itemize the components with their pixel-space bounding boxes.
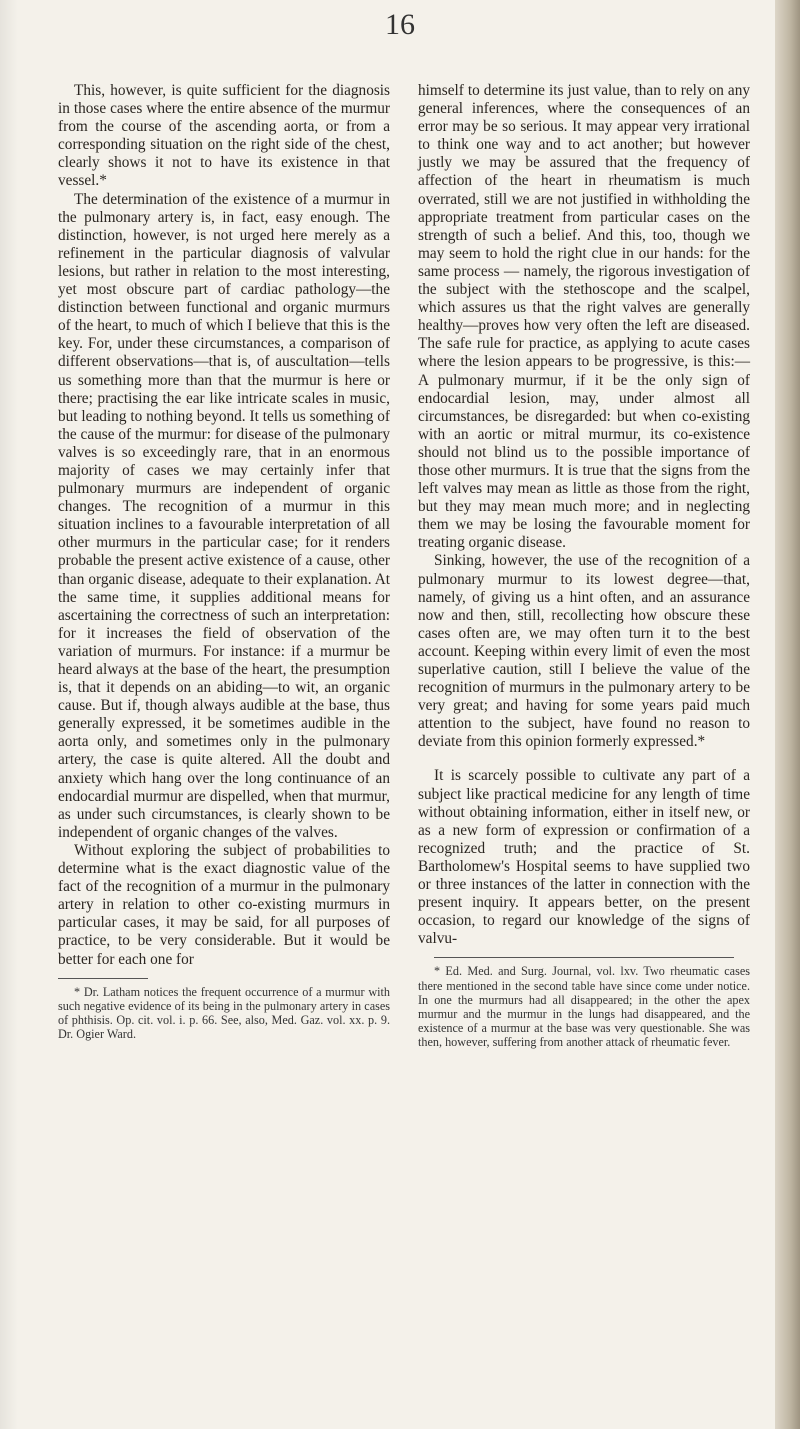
paragraph: It is scarcely possible to cultivate any part of a subject like practical medicine for any length of time without obtaining information, either in itself new, or as a new form of expression or confirmation of a recognized truth; and the practice of St. Bartholomew's Hospital seems to have supplied two or three instances of the latter in connection with the present inquiry. It appears better, on the present occasion, to regard our knowledge of the signs of valvu- [418, 767, 750, 948]
paragraph: himself to determine its just value, than to rely on any general inferences, where the consequences of an error may be so serious. It may appear very irrational to think one way and to act another; but however justly we may be assured that the frequency of affection of the heart in rheumatism is much overrated, still we are not justified in withholding the appropriate treatment from particular cases on the strength of such a belief. And this, too, though we may seem to hold the right clue in our hands: for the same process — namely, the rigorous investigation of the subject with the stethoscope and the scalpel, which assures us that the right valves are generally healthy—proves how very often the left are diseased. The safe rule for practice, as applying to acute cases where the lesion appears to be progressive, is this:—A pulmonary murmur, if it be the only sign of endocardial lesion, may, under almost all circumstances, be disregarded: but when co-existing with an aortic or mitral murmur, its co-existence should not blind us to the possible importance of those other murmurs. It is true that the signs from the left valves may mean as little as those from the right, but they may mean much more; and in neglecting them we may be losing the favourable moment for treating organic disease. [418, 82, 750, 552]
left-column [58, 82, 390, 1041]
footnote: * Ed. Med. and Surg. Journal, vol. lxv. Two rheumatic cases there mentioned in the second table have since come under notice. In one the murmurs had all disappeared; in the other the apex murmur and the murmur in the lungs had disappeared, and the existence of a murmur at the base was very questionable. She was then, however, suffering from another attack of rheumatic fever. [418, 964, 750, 1050]
footnote: * Dr. Latham notices the frequent occurrence of a murmur with such negative evidence of its being in the pulmonary artery in cases of phthisis. Op. cit. vol. i. p. 66. See, also, Med. Gaz. vol. xx. p. 9. Dr. Ogier Ward. [58, 984, 390, 1042]
paragraph: Sinking, however, the use of the recognition of a pulmonary murmur to its lowest degree—that, namely, of giving us a hint often, and an assurance now and then, still, recollecting how obscure these cases often are, we may often turn it to the best account. Keeping within every limit of even the most superlative caution, still I believe the value of the recognition of murmurs in the pulmonary artery to be very great; and having for some years paid much attention to the subject, have found no reason to deviate from this opinion formerly expressed.* [418, 552, 750, 751]
right-column [418, 82, 750, 1050]
page-gutter-shadow [0, 0, 18, 1429]
footnote-rule [58, 978, 148, 979]
facing-page-edge [775, 0, 800, 1429]
paragraph: This, however, is quite sufficient for the diagnosis in those cases where the entire absence of the murmur from the course of the ascending aorta, or from a corresponding situation on the right side of the chest, clearly shows it not to have its existence in that vessel.* [58, 82, 390, 190]
paragraph: Without exploring the subject of probabilities to determine what is the exact diagnostic value of the fact of the recognition of a murmur in the pulmonary artery in relation to other co-existing murmurs in particular cases, it may be said, for all purposes of practice, to be very considerable. But it would be better for each one for [58, 841, 390, 968]
paragraph: The determination of the existence of a murmur in the pulmonary artery is, in fact, easy enough. The distinction, however, is not urged here merely as a refinement in the particular diagnosis of valvular lesions, but rather in relation to the most interesting, yet most obscure part of cardiac pathology—the distinction between functional and organic murmurs of the heart, to much of which I believe that this is the key. For, under these circumstances, a comparison of different observations—that is, of auscultation—tells us something more than that the murmur is here or there; practising the ear like intricate scales in music, but leading to nothing beyond. It tells us something of the cause of the murmur: for disease of the pulmonary valves is so exceedingly rare, that in an enormous majority of cases we may certainly infer that pulmonary murmurs are independent of organic changes. The recognition of a murmur in this situation inclines to a favourable interpretation of all other murmurs in the particular case; for it renders probable the present active existence of a cause, other than organic disease, adequate to their explanation. At the same time, it supplies additional means for ascertaining the correctness of such an interpretation: for it increases the field of observation of the variation of murmurs. For instance: if a murmur be heard always at the base of the heart, the presumption is, that it depends on an abiding—to wit, an organic cause. But if, though always audible at the base, thus generally expressed, it be sometimes audible in the aorta only, and sometimes only in the pulmonary artery, the case is quite altered. All the doubt and anxiety which hang over the long continuance of an endocardial murmur are dispelled, when that murmur, as under such circumstances, is clearly shown to be independent of organic changes of the valves. [58, 190, 390, 841]
page-number: 16 [385, 8, 415, 41]
footnote-rule [434, 957, 734, 958]
